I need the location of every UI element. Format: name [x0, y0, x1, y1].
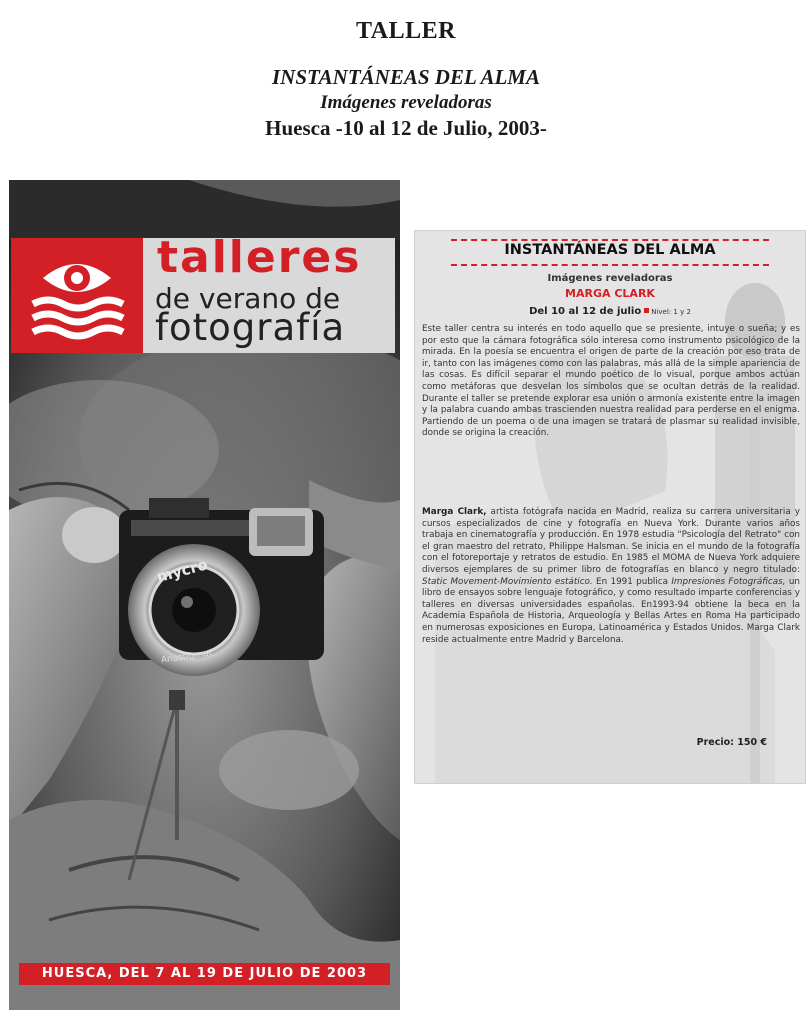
- poster-title-fotografia: fotografía: [155, 306, 346, 349]
- card-dates: Del 10 al 12 de julio: [529, 306, 642, 317]
- workshop-description: Este taller centra su interés en todo aquello que se presiente, intuye o sueña; y es por esto que la cámara fotográfica sólo interesa como instrumento psicológico de la mirada. En la poesía se encuentra el origen de parte de la creación por eso trata de ir, tanto con las imágenes como con las palabras, más allá de la simple apariencia de las cosas. Es difícil separar el mundo poético de lo visual, porque ambos actúan como metáforas que desvelan los símbolos que se ocultan detrás de la realidad. Durante el taller se pretende explorar esa unión o armonía existente entre la imagen y la palabra cuando ambas trascienden nuestra realidad para perderse en el enigma. Partiendo de un poema o de una imagen se tratará de plasmar su realidad invisible, donde se origina la creación.: [422, 324, 800, 439]
- workshop-subtitle: Imágenes reveladoras: [320, 92, 492, 113]
- camera-brand-label: mycro: [154, 555, 210, 587]
- bottom-dashed-rule: [451, 264, 769, 266]
- lens-label: Anastigmat: [160, 648, 213, 666]
- poster-title-de-verano: de verano de: [155, 282, 341, 315]
- poster-footer-dates: HUESCA, DEL 7 AL 19 DE JULIO DE 2003: [19, 963, 390, 985]
- bio-name: Marga Clark,: [422, 507, 487, 517]
- card-author: MARGA CLARK: [565, 287, 655, 300]
- bio-book-1: Static Movement-Movimiento estático.: [422, 576, 593, 587]
- bio-text-c: un libro de ensayos sobre lenguaje fotográfico, y como resultado imparte conferencias y talleres en diversas universidades españolas. En1993-94 obtiene la beca en la Academia Española de Historia, Arqueología y Bellas Artes en Roma Ha participado en numerosas exposiciones en Europa, Latinoamérica y Estados Unidos. Marga Clark reside actualmente entre Madrid y Barcelona.: [422, 576, 800, 645]
- card-price: Precio: 150 €: [696, 737, 767, 748]
- poster-title-talleres: talleres: [157, 232, 362, 283]
- square-bullet-icon: [644, 308, 649, 313]
- info-card: [414, 230, 806, 784]
- page-heading: TALLER: [356, 18, 456, 44]
- workshop-title: INSTANTÁNEAS DEL ALMA: [271, 65, 540, 89]
- bio-book-2: Impresiones Fotográficas,: [671, 576, 786, 587]
- card-subtitle: Imágenes reveladoras: [547, 273, 673, 284]
- card-title: INSTANTÁNEAS DEL ALMA: [504, 242, 716, 258]
- card-dates-line: [415, 306, 805, 317]
- workshop-location-dates: Huesca -10 al 12 de Julio, 2003-: [265, 116, 547, 140]
- card-level: Nivel: 1 y 2: [651, 308, 691, 316]
- logo-box: [11, 238, 143, 353]
- bio-text-a: artista fotógrafa nacida en Madrid, realiza su carrera universitaria y cursos especializados de cine y fotografía en Nueva York. Durante varios años trabaja en cinematografía y producción. En 1978 estudia "Psicología del Retrato" con el gran maestro del retrato, Philippe Halsman. Se inicia en el mundo de la fotografía con el fotoreportaje y retratos de estudio. En 1985 el MOMA de Nueva York adquiere diversos ejemplares de su primer libro de fotografías en blanco y negro titulado:: [422, 507, 801, 575]
- poster: [9, 180, 400, 1010]
- eye-over-waves-icon: [11, 238, 143, 353]
- bio-text-b: En 1991 publica: [592, 576, 672, 587]
- artist-biography: [422, 507, 800, 646]
- top-dashed-rule: [451, 239, 769, 241]
